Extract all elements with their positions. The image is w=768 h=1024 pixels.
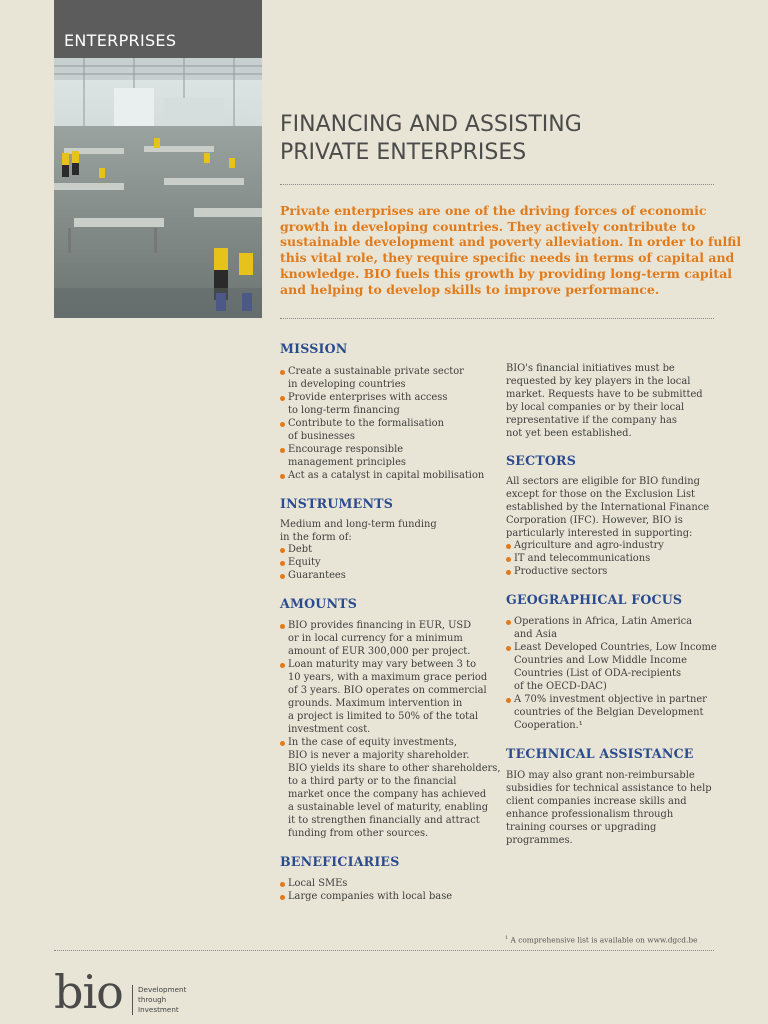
- mission-list: [280, 366, 495, 483]
- list-item: Create a sustainable private sector in developing countries: [280, 366, 495, 392]
- divider: [280, 184, 714, 185]
- instruments-intro: Medium and long-term funding: [280, 518, 437, 530]
- list-item: Local SMEs: [280, 878, 495, 891]
- list-item: IT and telecommunications: [506, 553, 721, 566]
- logo-wordmark: bio: [54, 965, 123, 1019]
- instruments-heading: INSTRUMENTS: [280, 495, 394, 511]
- section-tag-label: ENTERPRISES: [64, 31, 177, 50]
- intro-paragraph: [280, 203, 742, 297]
- list-item: Equity: [280, 557, 495, 570]
- amounts-heading: AMOUNTS: [280, 596, 358, 612]
- list-item: A 70% investment objective in partner countries of the Belgian Development Cooperation.¹: [506, 694, 721, 733]
- intro-line: and helping to develop skills to improve performance.: [280, 281, 660, 297]
- footnote: [505, 935, 698, 944]
- list-item: Least Developed Countries, Low Income Countries and Low Middle Income Countries (List of ODA-recipients of the OECD-DAC): [506, 642, 721, 694]
- beneficiaries-heading: BENEFICIARIES: [280, 853, 400, 869]
- technical-heading: TECHNICAL ASSISTANCE: [506, 745, 694, 761]
- footnote-mark: 1: [505, 935, 509, 941]
- technical-paragraph: BIO may also grant non-reimbursable subsidies for technical assistance to help client companies increase skills and enhance professionalism through training courses or upgrading programmes.: [506, 769, 712, 846]
- requests-paragraph: BIO's financial initiatives must be requested by key players in the local market. Requests have to be submitted by local companies or by their local representative if the company has not yet been established.: [506, 363, 703, 439]
- list-item: Large companies with local base: [280, 891, 495, 904]
- right-column: [506, 363, 721, 848]
- list-item: Loan maturity may vary between 3 to 10 years, with a maximum grace period of 3 years. BIO operates on commercial grounds. Maximum intervention in a project is limited to 50% of the total investment cost.: [280, 659, 495, 737]
- list-item: Operations in Africa, Latin America and Asia: [506, 616, 721, 642]
- factory-photo: [54, 58, 262, 318]
- mission-heading: MISSION: [280, 341, 348, 356]
- amounts-list: [280, 620, 501, 840]
- list-item: Guarantees: [280, 570, 495, 583]
- footer-divider: [54, 950, 714, 951]
- sectors-block: All sectors are eligible for BIO funding except for those on the Exclusion List established by the International Finance Corporation (IFC). However, BIO is particularly interested in supporting: Agriculture and agro-industry IT and telecommunications Productive sectors: [506, 476, 721, 580]
- instruments-block: [280, 519, 495, 584]
- list-item: Productive sectors: [506, 566, 721, 579]
- section-tag: [54, 0, 262, 58]
- list-item: BIO provides financing in EUR, USD or in local currency for a minimum amount of EUR 300,000 per project.: [280, 620, 495, 659]
- sectors-heading: SECTORS: [506, 452, 577, 468]
- logo-tagline: Development through Investment: [138, 985, 187, 1014]
- intro-line: sustainable development and poverty alleviation. In order to fulfil: [280, 234, 742, 250]
- list-item: Act as a catalyst in capital mobilisation: [280, 470, 495, 483]
- list-item: Contribute to the formalisation of businesses: [280, 418, 495, 444]
- intro-line: growth in developing countries. They actively contribute to: [280, 218, 696, 234]
- intro-line: this vital role, they require specific needs in terms of capital and: [280, 250, 735, 266]
- left-column: [280, 341, 501, 903]
- list-item: Agriculture and agro-industry: [506, 540, 721, 553]
- title-line: PRIVATE ENTERPRISES: [280, 140, 527, 165]
- list-item: Provide enterprises with access to long-term financing: [280, 392, 495, 418]
- beneficiaries-list: [280, 878, 495, 904]
- list-item: Debt: [280, 544, 495, 557]
- instruments-intro: in the form of:: [280, 531, 352, 543]
- divider: [280, 318, 714, 319]
- list-item: In the case of equity investments, BIO is never a majority shareholder. BIO yields its share to other shareholders, to a third party or to the financial market once the company has achieved a sustainable level of maturity, enabling it to strengthen financially and attract funding from other sources.: [280, 737, 495, 841]
- bio-logo: [54, 965, 187, 1019]
- geo-heading: GEOGRAPHICAL FOCUS: [506, 592, 683, 608]
- footnote-text: A comprehensive list is available on www.dgcd.be: [508, 935, 698, 945]
- list-item: Encourage responsible management principles: [280, 444, 495, 470]
- title-line: FINANCING AND ASSISTING: [280, 112, 582, 137]
- page-title: [280, 111, 720, 167]
- factory-photo-image: [54, 58, 262, 318]
- logo-separator: [132, 985, 133, 1015]
- intro-line: knowledge. BIO fuels this growth by providing long-term capital: [280, 265, 733, 281]
- geo-list: [506, 616, 721, 733]
- intro-line: Private enterprises are one of the driving forces of economic: [280, 203, 707, 218]
